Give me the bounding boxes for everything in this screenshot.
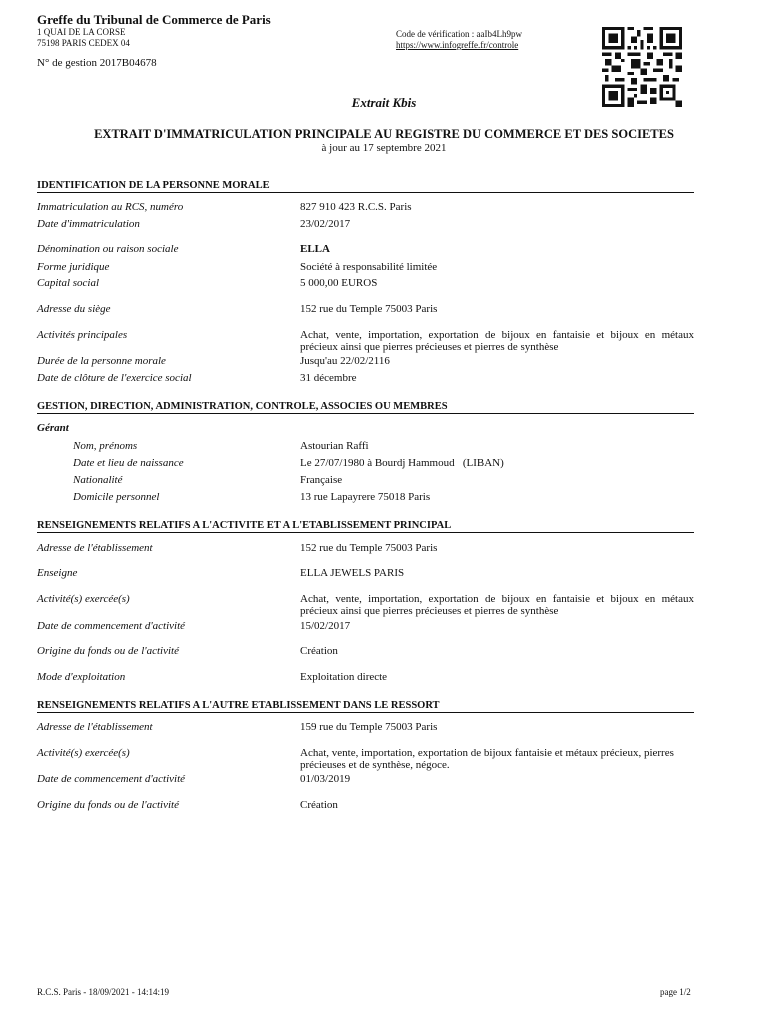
role-label: Gérant (37, 422, 69, 434)
field-value: Jusqu'au 22/02/2116 (300, 355, 390, 367)
field-label: Domicile personnel (73, 491, 160, 503)
field-label: Activité(s) exercée(s) (37, 747, 130, 759)
field-value: 23/02/2017 (300, 218, 351, 230)
document-title: EXTRAIT D'IMMATRICULATION PRINCIPALE AU REGISTRE DU COMMERCE ET DES SOCIETES (94, 127, 674, 141)
field-label: Nationalité (73, 474, 123, 486)
field-value: 01/03/2019 (300, 773, 351, 785)
field-value: Française (300, 474, 343, 486)
document-date: à jour au 17 septembre 2021 (321, 142, 447, 154)
field-value: ELLA JEWELS PARIS (300, 567, 405, 579)
field-label: Adresse de l'établissement (37, 721, 153, 733)
field-label: Adresse du siège (37, 303, 111, 315)
field-label: Durée de la personne morale (37, 355, 166, 367)
field-value: Achat, vente, importation, exportation de bijoux en fantaisie et bijoux en métaux précieux ainsi que pierres précieuses et pierres de synthèse (300, 593, 694, 617)
section-heading-management: GESTION, DIRECTION, ADMINISTRATION, CONTROLE, ASSOCIES OU MEMBRES (37, 401, 694, 414)
footer-rcs-timestamp: R.C.S. Paris - 18/09/2021 - 14:14:19 (37, 987, 170, 997)
field-value: Création (300, 645, 338, 657)
field-label: Date et lieu de naissance (73, 457, 184, 469)
field-value: 13 rue Lapayrere 75018 Paris (300, 491, 431, 503)
field-label: Nom, prénoms (73, 440, 138, 452)
field-value: 159 rue du Temple 75003 Paris (300, 721, 438, 733)
field-value: Exploitation directe (300, 671, 388, 683)
field-label: Origine du fonds ou de l'activité (37, 645, 179, 657)
field-value: 5 000,00 EUROS (300, 277, 378, 289)
company-name: ELLA (300, 243, 330, 255)
section-heading-other-establishment: RENSEIGNEMENTS RELATIFS A L'AUTRE ETABLISSEMENT DANS LE RESSORT (37, 700, 694, 713)
field-value: Création (300, 799, 338, 811)
field-label: Date de clôture de l'exercice social (37, 372, 192, 384)
field-label: Enseigne (37, 567, 78, 579)
section-heading-activity: RENSEIGNEMENTS RELATIFS A L'ACTIVITE ET A L'ETABLISSEMENT PRINCIPAL (37, 520, 694, 533)
field-value: Le 27/07/1980 à Bourdj Hammoud (LIBAN) (300, 457, 504, 469)
field-label: Capital social (37, 277, 100, 289)
court-address-line1: 1 QUAI DE LA CORSE (37, 27, 126, 37)
kbis-title: Extrait Kbis (351, 95, 417, 110)
field-value: 15/02/2017 (300, 620, 351, 632)
field-label: Date d'immatriculation (37, 218, 140, 230)
field-value: Société à responsabilité limitée (300, 261, 438, 273)
field-label: Forme juridique (37, 261, 110, 273)
field-label: Date de commencement d'activité (37, 620, 186, 632)
field-label: Dénomination ou raison sociale (37, 243, 179, 255)
field-value: 31 décembre (300, 372, 357, 384)
field-value: 152 rue du Temple 75003 Paris (300, 542, 438, 554)
court-name: Greffe du Tribunal de Commerce de Paris (37, 12, 271, 27)
field-value: Achat, vente, importation, exportation de bijoux fantaisie et métaux précieux, pierres précieuses et de synthèse, négoce. (300, 747, 674, 771)
field-label: Date de commencement d'activité (37, 773, 186, 785)
field-label: Mode d'exploitation (37, 671, 126, 683)
section-heading-identification: IDENTIFICATION DE LA PERSONNE MORALE (37, 180, 694, 193)
field-value: 152 rue du Temple 75003 Paris (300, 303, 438, 315)
verification-link[interactable]: https://www.infogreffe.fr/controle (396, 40, 519, 50)
page-number: page 1/2 (660, 987, 691, 997)
field-label: Origine du fonds ou de l'activité (37, 799, 179, 811)
field-label: Adresse de l'établissement (37, 542, 153, 554)
field-value: Achat, vente, importation, exportation de bijoux en fantaisie et bijoux en métaux précieux ainsi que pierres précieuses et pierres de synthèse (300, 329, 694, 353)
field-label: Immatriculation au RCS, numéro (37, 201, 184, 213)
field-value: 827 910 423 R.C.S. Paris (300, 201, 412, 213)
field-value: Astourian Raffi (300, 440, 369, 452)
field-label: Activité(s) exercée(s) (37, 593, 130, 605)
court-address-line2: 75198 PARIS CEDEX 04 (37, 38, 130, 48)
verification-code: Code de vérification : aaIb4Lh9pw (396, 29, 522, 39)
management-number: N° de gestion 2017B04678 (37, 57, 157, 69)
field-label: Activités principales (37, 329, 128, 341)
